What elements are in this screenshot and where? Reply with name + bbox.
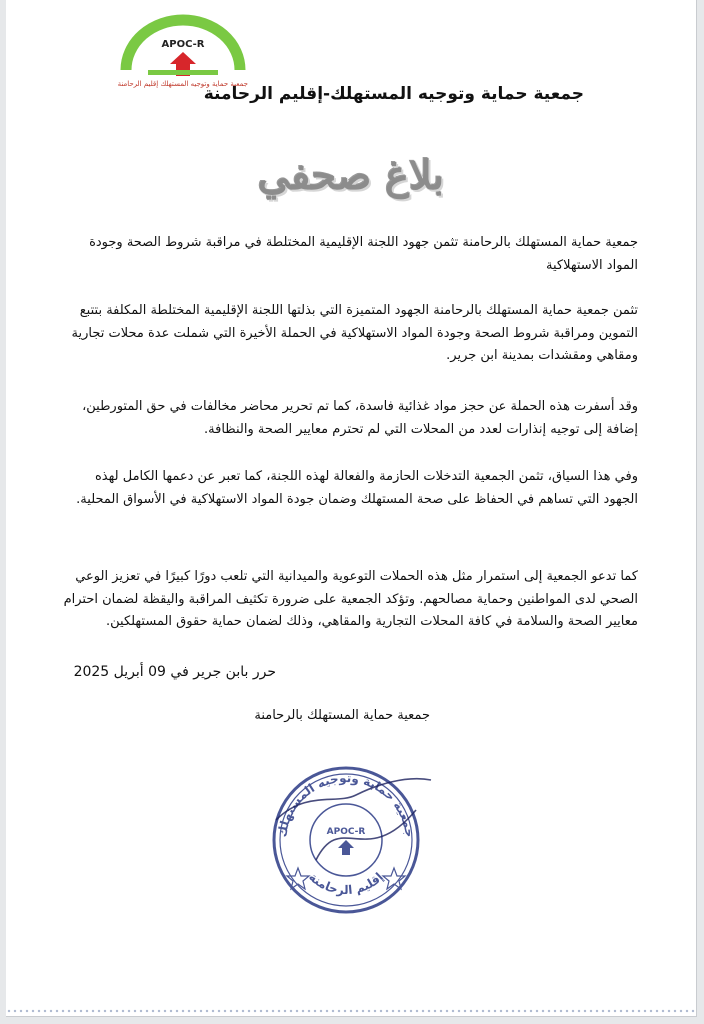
organization-name: جمعية حماية وتوجيه المستهلك-إقليم الرحامنة bbox=[203, 84, 584, 104]
signatory: جمعية حماية المستهلك بالرحامنة bbox=[254, 708, 430, 723]
body-paragraph: تثمن جمعية حماية المستهلك بالرحامنة الجهود المتميزة التي بذلتها اللجنة الإقليمية المختلطة المكلفة بتتبع التموين ومراقبة شروط الصحة وجودة المواد الاستهلاكية في الحملة الأخيرة التي شملت عدة محلات تجارية ومقاهي ومقشدات بمدينة ابن جرير. bbox=[71, 303, 638, 363]
intro-paragraph: جمعية حماية المستهلك بالرحامنة تثمن جهود اللجنة الإقليمية المختلطة في مراقبة شروط الصحة وجودة المواد الاستهلاكية bbox=[89, 235, 638, 273]
body-paragraph: وقد أسفرت هذه الحملة عن حجز مواد غذائية فاسدة، كما تم تحرير محاضر مخالفات في حق المتورطين، إضافة إلى توجيه إنذارات لعدد من المحلات التي لم تحترم معايير الصحة والنظافة. bbox=[82, 399, 638, 437]
document-title: بلاغ صحفي bbox=[257, 152, 445, 199]
stamp-center-text: APOC-R bbox=[326, 827, 366, 837]
logo-caption: جمعية حماية وتوجيه المستهلك إقليم الرحامنة bbox=[117, 80, 248, 88]
document-page bbox=[6, 0, 697, 1017]
stamp-outer-text: جمعية حماية وتوجيه المستهلك bbox=[275, 770, 417, 839]
dateline: حرر بابن جرير في 09 أبريل 2025 bbox=[73, 664, 276, 680]
body-paragraph: وفي هذا السياق، تثمن الجمعية التدخلات الحازمة والفعالة لهذه اللجنة، كما تعبر عن دعمها الكامل لهذه الجهود التي تساهم في الحفاظ على صحة المستهلك وضمان جودة المواد الاستهلاكية في الأسواق المحلية. bbox=[76, 469, 638, 507]
logo-text: APOC-R bbox=[161, 39, 205, 50]
official-stamp bbox=[246, 750, 456, 925]
organization-logo bbox=[118, 14, 248, 94]
scan-edge bbox=[6, 1008, 696, 1014]
body-paragraph: كما تدعو الجمعية إلى استمرار مثل هذه الحملات التوعوية والميدانية التي تلعب دورًا كبيرًا في تعزيز الوعي الصحي لدى المواطنين وحماية مصالحهم. وتؤكد الجمعية على ضرورة تكثيف المراقبة واليقظة لضمان احترام معايير الصحة والسلامة في كافة المحلات التجارية والمقاهي، وذلك لضمان حماية حقوق المستهلكين. bbox=[63, 569, 638, 629]
stamp-bottom-text: إقليم الرحامنة bbox=[306, 869, 386, 898]
svg-text:إقليم الرحامنة bbox=[306, 870, 386, 897]
